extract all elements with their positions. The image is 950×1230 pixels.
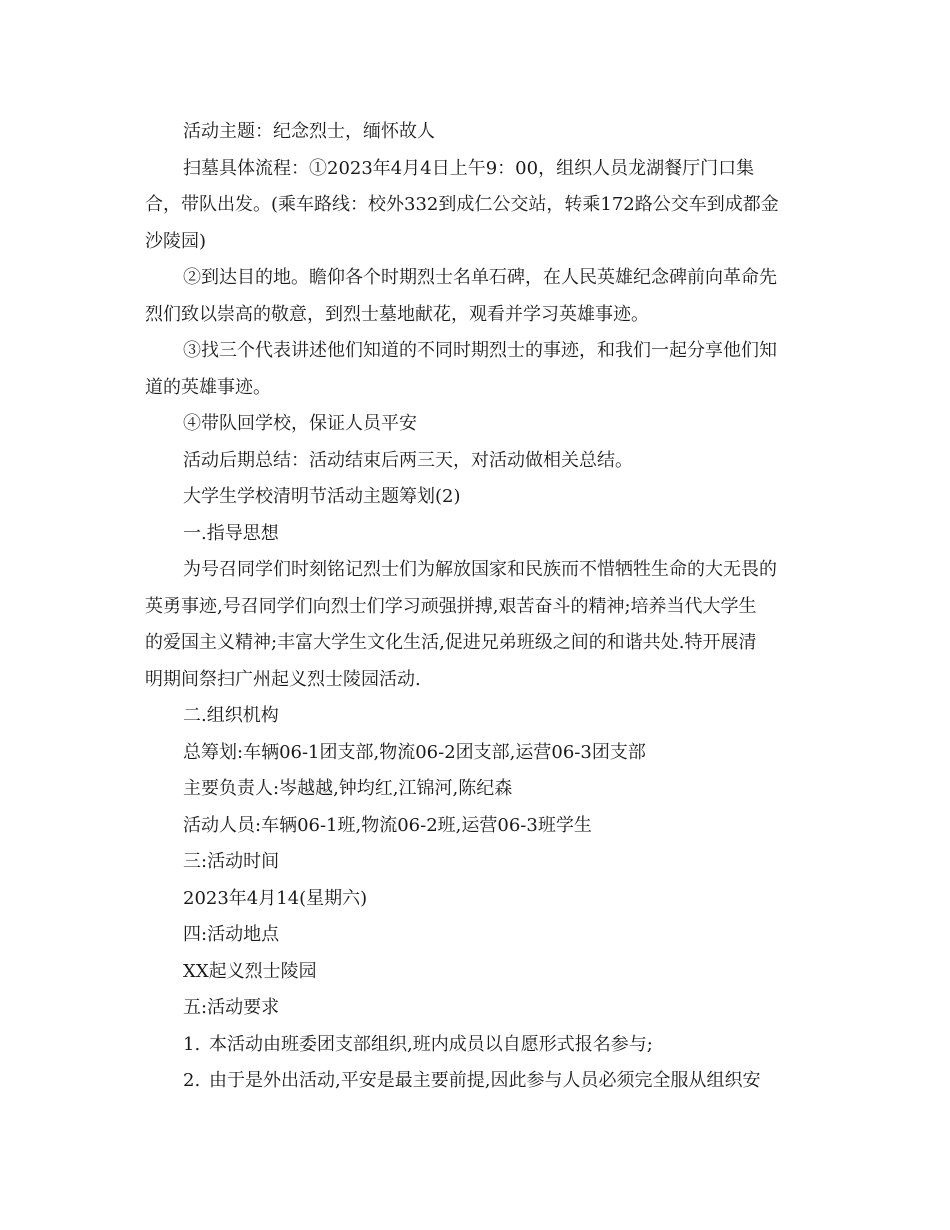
paragraph-line: 英勇事迹,号召同学们向烈士们学习顽强拼搏,艰苦奋斗的精神;培养当代大学生	[145, 595, 757, 617]
list-item	[145, 1027, 810, 1064]
paragraph-line: 2023年4月14(星期六)	[183, 887, 368, 909]
paragraph-line: ④带队回学校，保证人员平安	[183, 413, 417, 434]
paragraph-line: 五:活动要求	[183, 997, 280, 1018]
paragraph-line: 烈们致以崇高的敬意，到烈士墓地献花，观看并学习英雄事迹。	[145, 303, 649, 325]
paragraph-line: ②到达目的地。瞻仰各个时期烈士名单石碑，在人民英雄纪念碑前向革命先	[183, 267, 777, 288]
paragraph-line: 为号召同学们时刻铭记烈士们为解放国家和民族而不惜牺牲生命的大无畏的	[183, 559, 777, 580]
paragraph-line: 总筹划:车辆06-1团支部,物流06-2团支部,运营06-3团支部	[183, 741, 646, 763]
paragraph-line: 合，带队出发。(乘车路线：校外332到成仁公交站，转乘172路公交车到成都金	[145, 194, 779, 215]
paragraph-line: 沙陵园)	[145, 230, 207, 252]
paragraph-line: 明期间祭扫广州起义烈士陵园活动.	[145, 668, 421, 690]
paragraph-line: 一.指导思想	[183, 522, 279, 544]
paragraph-line: 大学生学校清明节活动主题筹划(2)	[183, 486, 461, 507]
paragraph-line: 道的英雄事迹。	[145, 376, 271, 398]
list-item-text: 本活动由班委团支部组织,班内成员以自愿形式报名参与;	[209, 1033, 653, 1055]
list-item-number: 1.	[183, 1033, 201, 1055]
document-body	[145, 114, 810, 1100]
paragraph-line: XX起义烈士陵园	[183, 960, 317, 982]
list-item-text: 由于是外出活动,平安是最主要前提,因此参与人员必须完全服从组织安	[209, 1070, 761, 1091]
paragraph-line: 活动主题：纪念烈士，缅怀故人	[183, 121, 435, 142]
paragraph-line: 的爱国主义精神;丰富大学生文化生活,促进兄弟班级之间的和谐共处.特开展清	[145, 632, 757, 653]
paragraph-line: 活动后期总结：活动结束后两三天，对活动做相关总结。	[183, 449, 633, 471]
paragraph-line: 二.组织机构	[183, 705, 279, 726]
paragraph-line: 活动人员:车辆06-1班,物流06-2班,运营06-3班学生	[183, 814, 592, 836]
paragraph-line: 扫墓具体流程：①2023年4月4日上午9：00，组织人员龙湖餐厅门口集	[183, 157, 755, 179]
paragraph-line: 四:活动地点	[183, 924, 280, 945]
list-item-number: 2.	[183, 1070, 201, 1091]
list-item	[145, 1063, 810, 1100]
paragraph-line: ③找三个代表讲述他们知道的不同时期烈士的事迹，和我们一起分享他们知	[183, 340, 777, 361]
paragraph-line: 三:活动时间	[183, 851, 280, 872]
paragraph-line: 主要负责人:岑越越,钟均红,江锦河,陈纪森	[183, 778, 513, 799]
